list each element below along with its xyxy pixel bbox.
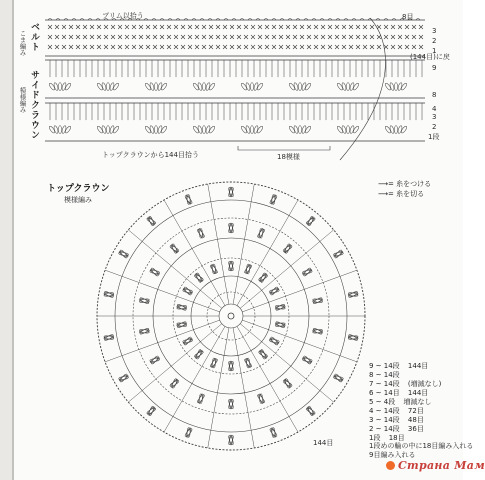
legend-row-range: 3 ~ 14段 [369, 416, 400, 424]
belt-row-2: 2 [432, 37, 437, 45]
sc-stitch-mark [314, 35, 318, 39]
center-ring [228, 313, 234, 319]
shell-petal [197, 82, 203, 91]
sc-stitch-mark [118, 35, 122, 39]
sc-stitch-mark [349, 35, 353, 39]
legend-row-count: 36目 [405, 425, 424, 433]
sc-stitch-mark [293, 25, 297, 29]
side-row-4: 4 [432, 105, 437, 113]
shell-petal [298, 83, 301, 91]
sc-stitch-mark [139, 35, 143, 39]
side-row-8: 8 [432, 91, 437, 99]
sc-stitch-mark [356, 25, 360, 29]
shell-petal [101, 82, 107, 91]
sc-stitch-mark [279, 25, 283, 29]
sc-stitch-mark [118, 25, 122, 29]
shell-petal [101, 125, 107, 134]
sc-stitch-mark [69, 25, 73, 29]
sc-stitch-mark [195, 25, 199, 29]
sc-stitch-mark [258, 45, 262, 49]
sc-stitch-mark [286, 25, 290, 29]
sc-stitch-mark [230, 25, 234, 29]
sc-stitch-mark [230, 35, 234, 39]
sc-stitch-mark [111, 45, 115, 49]
sc-stitch-mark [174, 25, 178, 29]
legend-row-count: 72目 [405, 407, 424, 415]
sc-stitch-mark [412, 45, 416, 49]
shell-petal [58, 83, 61, 91]
sc-stitch-mark [104, 25, 108, 29]
binding-shadow [0, 0, 14, 480]
sc-stitch-mark [132, 25, 136, 29]
sc-stitch-mark [188, 25, 192, 29]
sc-stitch-mark [167, 35, 171, 39]
sc-stitch-mark [321, 45, 325, 49]
round-ring [219, 304, 243, 328]
petal-mark [104, 291, 114, 299]
sc-stitch-mark [251, 45, 255, 49]
sc-stitch-mark [104, 35, 108, 39]
top-crown-sub: 模様編み [64, 196, 92, 204]
belt-chart [45, 19, 425, 57]
side-row-9: 9 [432, 64, 437, 72]
shell-petal [106, 83, 109, 91]
legend-row-count: (増減なし) [405, 380, 442, 388]
repeat-label: 18模様 [277, 153, 300, 161]
legend-row-range: 8 ~ 14段 [369, 371, 400, 379]
sc-stitch-mark [251, 35, 255, 39]
top-crown-title: トップクラウン [47, 184, 110, 194]
sc-stitch-mark [195, 45, 199, 49]
legend-row-count: 増減なし [401, 398, 432, 406]
spoke-line [233, 328, 254, 448]
side-crown-sub-label: 模様編み [18, 87, 27, 113]
sc-stitch-mark [230, 45, 234, 49]
sc-stitch-mark [328, 45, 332, 49]
sc-stitch-mark [272, 45, 276, 49]
legend-row-range: 4 ~ 14段 [369, 407, 400, 415]
sc-stitch-mark [153, 25, 157, 29]
sc-stitch-mark [55, 25, 59, 29]
sc-stitch-mark [258, 35, 262, 39]
belt-sub-label: こま編み [18, 30, 27, 56]
legend-row [369, 435, 405, 442]
sc-stitch-mark [202, 45, 206, 49]
shell-petal [149, 125, 155, 134]
sc-stitch-mark [153, 35, 157, 39]
sc-stitch-mark [97, 45, 101, 49]
sc-stitch-mark [363, 25, 367, 29]
sc-stitch-mark [300, 25, 304, 29]
sc-stitch-mark [398, 45, 402, 49]
sc-stitch-mark [139, 25, 143, 29]
spoke-line [208, 184, 229, 304]
sc-stitch-mark [377, 35, 381, 39]
shell-petal [293, 125, 299, 134]
attach-arrow-icon: ⟶ [378, 180, 389, 188]
sc-stitch-mark [153, 45, 157, 49]
legend-row-range: 9 ~ 14段 [369, 362, 400, 370]
sc-stitch-mark [258, 25, 262, 29]
sc-stitch-mark [286, 45, 290, 49]
sc-stitch-mark [391, 45, 395, 49]
legend-row [369, 381, 441, 388]
sc-stitch-mark [209, 35, 213, 39]
sc-stitch-mark [69, 35, 73, 39]
sc-stitch-mark [174, 35, 178, 39]
petal-mark [313, 327, 323, 335]
sc-stitch-mark [223, 35, 227, 39]
sc-stitch-mark [76, 35, 80, 39]
sc-stitch-mark [125, 25, 129, 29]
petal-mark [177, 304, 187, 312]
sc-stitch-mark [272, 35, 276, 39]
sc-stitch-mark [104, 45, 108, 49]
sc-stitch-mark [265, 25, 269, 29]
petal-mark [183, 339, 193, 344]
legend-row-count: 144目 [405, 389, 429, 397]
spoke-line [208, 328, 229, 448]
sc-stitch-mark [111, 25, 115, 29]
sc-stitch-mark [83, 45, 87, 49]
legend-row-count: 144目 [405, 362, 429, 370]
shell-petal [154, 83, 157, 91]
sc-stitch-mark [370, 45, 374, 49]
sc-stitch-mark [125, 35, 129, 39]
sc-stitch-mark [237, 45, 241, 49]
petal-mark [118, 376, 128, 381]
sc-stitch-mark [83, 35, 87, 39]
sc-stitch-mark [111, 35, 115, 39]
sc-stitch-mark [405, 45, 409, 49]
watermark-logo: Страна Мам [386, 459, 485, 472]
legend-row-range: 1段 [369, 434, 381, 442]
legend-row-range: 5 ~ 4段 [369, 398, 396, 406]
legend-footer-2: 9目編み入れる [369, 451, 416, 459]
sc-stitch-mark [405, 35, 409, 39]
sc-stitch-mark [293, 35, 297, 39]
shell-petal [58, 126, 61, 134]
sc-stitch-mark [279, 45, 283, 49]
side-row-1: 1段 [428, 133, 440, 141]
sc-stitch-mark [328, 35, 332, 39]
sc-stitch-mark [160, 25, 164, 29]
shell-petal [197, 125, 203, 134]
shell-petal [149, 82, 155, 91]
shell-petal [202, 83, 205, 91]
sc-stitch-mark [174, 45, 178, 49]
shell-petal [106, 126, 109, 134]
pick-up-note: トップクラウンから144目拾う [102, 151, 199, 159]
sc-stitch-mark [384, 25, 388, 29]
legend-row [369, 408, 424, 415]
petal-mark [269, 289, 279, 294]
legend-row-range: 7 ~ 14段 [369, 380, 400, 388]
shell-petal [53, 82, 59, 91]
sc-stitch-mark [97, 35, 101, 39]
sc-stitch-mark [237, 35, 241, 39]
sc-stitch-mark [300, 45, 304, 49]
shell-petal [202, 126, 205, 134]
petal-mark [275, 321, 285, 329]
sc-stitch-mark [223, 45, 227, 49]
shell-petal [250, 126, 253, 134]
sc-stitch-mark [265, 35, 269, 39]
sc-stitch-mark [286, 35, 290, 39]
sc-stitch-mark [363, 45, 367, 49]
sc-stitch-mark [405, 25, 409, 29]
legend-row-range: 6 ~ 14目 [369, 389, 400, 397]
sc-stitch-mark [244, 25, 248, 29]
sc-stitch-mark [62, 45, 66, 49]
sc-stitch-mark [62, 25, 66, 29]
sc-stitch-mark [132, 35, 136, 39]
petal-mark [348, 334, 358, 342]
repeat-bracket [238, 146, 330, 150]
sc-stitch-mark [90, 35, 94, 39]
sc-stitch-mark [349, 45, 353, 49]
sc-stitch-mark [132, 45, 136, 49]
legend-row [369, 390, 428, 397]
sc-stitch-mark [216, 45, 220, 49]
sc-stitch-mark [335, 35, 339, 39]
legend-attach: ⟶= 糸をつける [378, 180, 432, 188]
spoke-line [233, 184, 254, 304]
sc-stitch-mark [76, 45, 80, 49]
side-row-2: 2 [432, 123, 437, 131]
sc-stitch-mark [419, 35, 423, 39]
side-crown-chart [45, 18, 425, 160]
sc-stitch-mark [307, 25, 311, 29]
sc-stitch-mark [48, 35, 52, 39]
petal-mark [139, 297, 149, 305]
sc-stitch-mark [209, 45, 213, 49]
sc-stitch-mark [321, 25, 325, 29]
shell-petal [389, 125, 395, 134]
petal-mark [348, 291, 358, 299]
legend-row [369, 426, 424, 433]
belt-label: ベルト [29, 22, 39, 52]
row-top-label: 8目 [402, 13, 414, 21]
legend-row-count: 18目 [386, 434, 405, 442]
sc-stitch-mark [216, 25, 220, 29]
sc-stitch-mark [307, 45, 311, 49]
sc-stitch-mark [314, 25, 318, 29]
sc-stitch-mark [160, 35, 164, 39]
spoke-line [164, 326, 225, 432]
sc-stitch-mark [307, 35, 311, 39]
petal-mark [302, 270, 312, 275]
shell-petal [245, 125, 251, 134]
sc-stitch-mark [195, 35, 199, 39]
sc-stitch-mark [223, 25, 227, 29]
belt-row-3: 3 [432, 27, 437, 35]
shell-petal [250, 83, 253, 91]
sc-stitch-mark [370, 25, 374, 29]
sc-stitch-mark [314, 45, 318, 49]
sc-stitch-mark [76, 25, 80, 29]
stitch-count-label: 144目 [313, 439, 334, 447]
sc-stitch-mark [181, 45, 185, 49]
sc-stitch-mark [97, 25, 101, 29]
sc-stitch-mark [118, 45, 122, 49]
sc-stitch-mark [293, 45, 297, 49]
shell-petal [341, 125, 347, 134]
legend-row-count: 48目 [405, 416, 424, 424]
sc-stitch-mark [181, 25, 185, 29]
sc-stitch-mark [300, 35, 304, 39]
shell-petal [389, 82, 395, 91]
sc-stitch-mark [146, 25, 150, 29]
petal-mark [275, 304, 285, 312]
sc-stitch-mark [237, 25, 241, 29]
spoke-line [164, 200, 225, 306]
shell-petal [346, 83, 349, 91]
sc-stitch-mark [216, 35, 220, 39]
sc-stitch-mark [335, 25, 339, 29]
sc-stitch-mark [188, 35, 192, 39]
sc-stitch-mark [146, 35, 150, 39]
petal-mark [313, 297, 323, 305]
sc-stitch-mark [384, 35, 388, 39]
petal-mark [104, 334, 114, 342]
spoke-line [237, 326, 298, 432]
sc-stitch-mark [62, 35, 66, 39]
shell-petal [341, 82, 347, 91]
sc-stitch-mark [335, 45, 339, 49]
shell-petal [298, 126, 301, 134]
sc-stitch-mark [356, 35, 360, 39]
sc-stitch-mark [90, 25, 94, 29]
sc-stitch-mark [139, 45, 143, 49]
shell-petal [346, 126, 349, 134]
sc-stitch-mark [90, 45, 94, 49]
sc-stitch-mark [342, 25, 346, 29]
picot-note: ブリム以拾う [102, 12, 144, 20]
sc-stitch-mark [419, 25, 423, 29]
shell-petal [154, 126, 157, 134]
petal-mark [177, 321, 187, 329]
sc-stitch-mark [391, 25, 395, 29]
belt-row-1: 1 [432, 47, 437, 55]
spoke-line [242, 320, 357, 362]
petal-mark [139, 327, 149, 335]
petal-mark [150, 358, 160, 363]
sc-stitch-mark [265, 45, 269, 49]
legend-row-range: 2 ~ 14段 [369, 425, 400, 433]
sc-stitch-mark [125, 45, 129, 49]
sc-stitch-mark [244, 35, 248, 39]
sc-stitch-mark [83, 25, 87, 29]
sc-stitch-mark [209, 25, 213, 29]
spoke-line [237, 200, 298, 306]
spoke-line [105, 320, 220, 362]
legend-row [369, 372, 406, 379]
sc-stitch-mark [55, 35, 59, 39]
sc-stitch-mark [279, 35, 283, 39]
sc-stitch-mark [356, 45, 360, 49]
legend-row [369, 399, 431, 406]
sc-stitch-mark [202, 35, 206, 39]
cut-arrow-icon: ⟶ [378, 190, 389, 198]
spoke-line [105, 270, 220, 312]
shell-petal [394, 126, 397, 134]
sc-stitch-mark [167, 45, 171, 49]
sc-stitch-mark [181, 35, 185, 39]
sc-stitch-mark [349, 25, 353, 29]
shell-petal [53, 125, 59, 134]
sc-stitch-mark [167, 25, 171, 29]
legend-row [369, 363, 428, 370]
sc-stitch-mark [363, 35, 367, 39]
sc-stitch-mark [251, 25, 255, 29]
sc-stitch-mark [202, 25, 206, 29]
legend-cut: ⟶= 糸を切る [378, 190, 425, 198]
shell-petal [245, 82, 251, 91]
shell-petal [394, 83, 397, 91]
side-row-3: 3 [432, 113, 437, 121]
sc-stitch-mark [48, 25, 52, 29]
sc-stitch-mark [244, 45, 248, 49]
shell-petal [293, 82, 299, 91]
sc-stitch-mark [419, 45, 423, 49]
sc-stitch-mark [160, 45, 164, 49]
sc-stitch-mark [342, 45, 346, 49]
sc-stitch-mark [48, 45, 52, 49]
top-crown-chart [97, 182, 365, 450]
sc-stitch-mark [342, 35, 346, 39]
sc-stitch-mark [55, 45, 59, 49]
spoke-line [242, 270, 357, 312]
sc-stitch-mark [398, 35, 402, 39]
legend-row [369, 417, 424, 424]
sc-stitch-mark [391, 35, 395, 39]
sc-stitch-mark [412, 35, 416, 39]
petal-mark [333, 252, 343, 257]
sc-stitch-mark [412, 25, 416, 29]
legend-footer-1: 1段めの輪の中に18目編み入れる [369, 442, 474, 450]
side-row-144-note: (144目)に戻 [410, 53, 450, 61]
sc-stitch-mark [69, 45, 73, 49]
sc-stitch-mark [328, 25, 332, 29]
sc-stitch-mark [370, 35, 374, 39]
sc-stitch-mark [321, 35, 325, 39]
side-crown-label: サイドクラウン [29, 70, 39, 140]
sc-stitch-mark [272, 25, 276, 29]
watermark-dot-icon [386, 461, 395, 470]
sc-stitch-mark [398, 25, 402, 29]
sc-stitch-mark [188, 45, 192, 49]
sc-stitch-mark [377, 45, 381, 49]
sc-stitch-mark [146, 45, 150, 49]
